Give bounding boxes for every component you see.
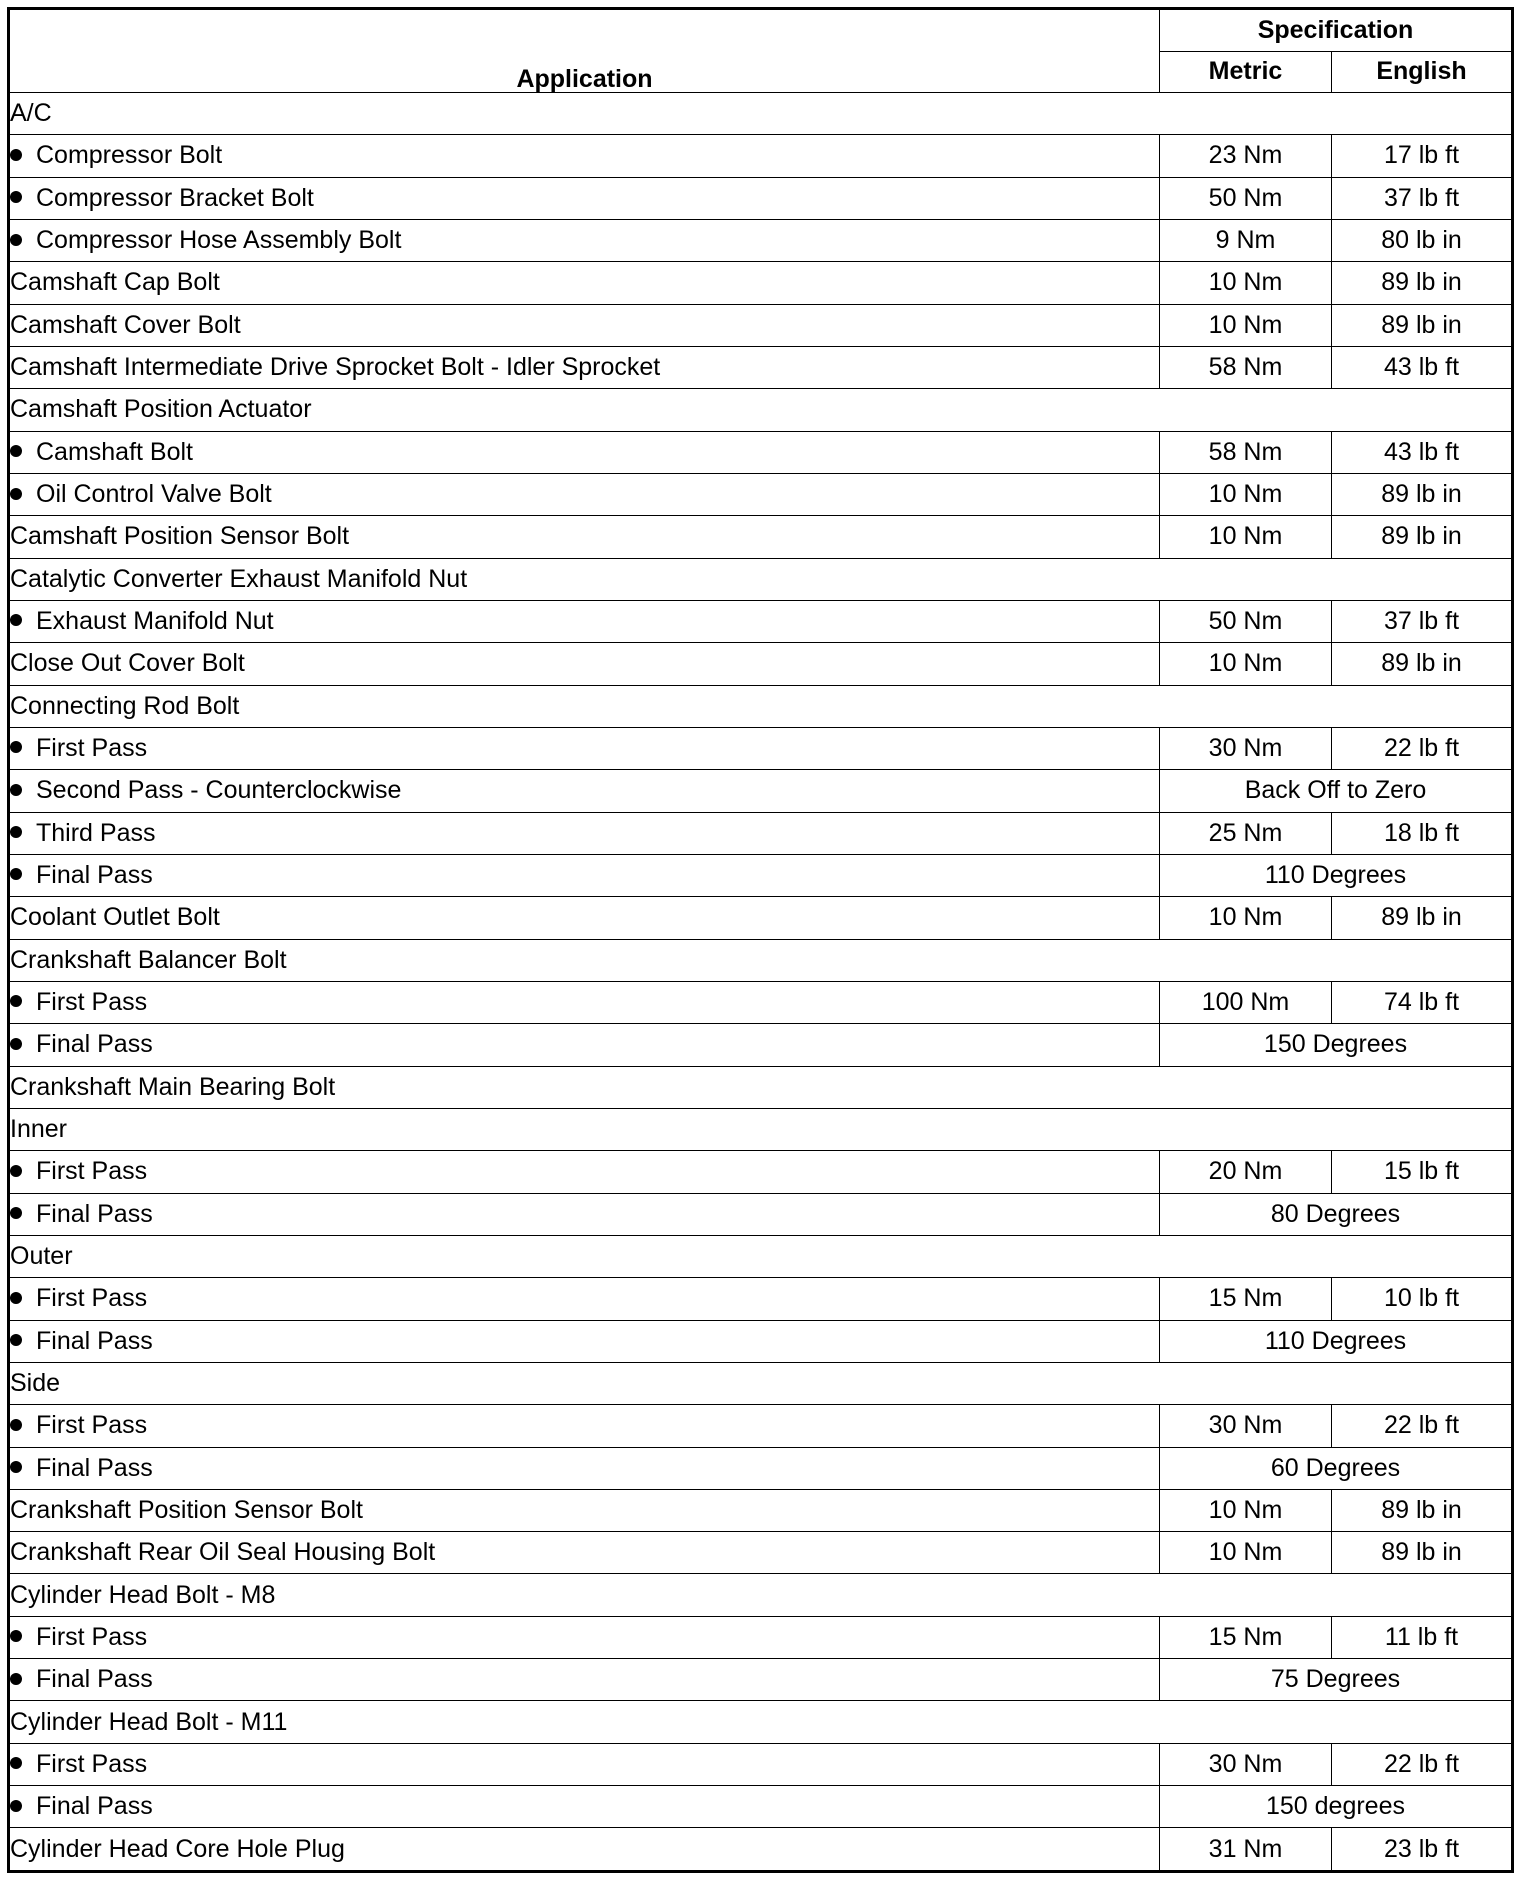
application-label: Exhaust Manifold Nut: [36, 607, 274, 636]
english-cell: 23 lb ft: [1332, 1828, 1513, 1872]
group-row: [9, 1701, 1513, 1743]
application-cell: [9, 939, 1513, 981]
application-label: Final Pass: [36, 861, 153, 890]
application-header: Application: [9, 9, 1160, 93]
application-cell: [9, 1828, 1160, 1872]
application-cell: [9, 1447, 1160, 1489]
metric-cell: 58 Nm: [1160, 346, 1332, 388]
bullet-icon: [10, 191, 22, 203]
application-label: Cylinder Head Bolt - M8: [10, 1580, 276, 1609]
table-row: [9, 1659, 1513, 1701]
table-row: [9, 1405, 1513, 1447]
table-row: [9, 516, 1513, 558]
table-row: [9, 177, 1513, 219]
metric-cell: 50 Nm: [1160, 600, 1332, 642]
english-cell: 89 lb in: [1332, 1489, 1513, 1531]
spec-span-cell: 150 Degrees: [1160, 1024, 1513, 1066]
english-cell: 22 lb ft: [1332, 1743, 1513, 1785]
application-cell: [9, 262, 1160, 304]
english-cell: 43 lb ft: [1332, 431, 1513, 473]
application-label: Camshaft Bolt: [36, 437, 194, 466]
application-cell: [9, 1532, 1160, 1574]
application-label: Crankshaft Rear Oil Seal Housing Bolt: [10, 1538, 436, 1567]
group-row: [9, 685, 1513, 727]
table-row: [9, 431, 1513, 473]
application-label: Third Pass: [36, 818, 156, 847]
application-label: First Pass: [36, 988, 148, 1017]
english-cell: 22 lb ft: [1332, 727, 1513, 769]
table-row: [9, 1743, 1513, 1785]
application-cell: [9, 516, 1160, 558]
metric-cell: 10 Nm: [1160, 473, 1332, 515]
application-label: Oil Control Valve Bolt: [36, 480, 272, 509]
application-cell: [9, 812, 1160, 854]
application-cell: [9, 304, 1160, 346]
application-label: Camshaft Position Sensor Bolt: [10, 522, 350, 551]
application-label: Final Pass: [36, 1453, 153, 1482]
table-row: [9, 727, 1513, 769]
application-label: Coolant Outlet Bolt: [10, 903, 220, 932]
application-label: Camshaft Cover Bolt: [10, 310, 241, 339]
application-label: Final Pass: [36, 1030, 153, 1059]
application-label: Second Pass - Counterclockwise: [36, 776, 402, 805]
application-cell: [9, 346, 1160, 388]
application-label: Cylinder Head Core Hole Plug: [10, 1834, 345, 1863]
group-row: [9, 939, 1513, 981]
table-row: [9, 897, 1513, 939]
english-cell: 22 lb ft: [1332, 1405, 1513, 1447]
specification-header: Specification: [1160, 9, 1513, 52]
spec-span-cell: 110 Degrees: [1160, 1320, 1513, 1362]
application-label: Close Out Cover Bolt: [10, 649, 245, 678]
application-cell: [9, 135, 1160, 177]
bullet-icon: [10, 1038, 22, 1050]
application-label: Crankshaft Main Bearing Bolt: [10, 1072, 336, 1101]
application-label: Camshaft Intermediate Drive Sprocket Bolt - Idler Sprocket: [10, 353, 661, 382]
table-row: [9, 473, 1513, 515]
english-cell: 89 lb in: [1332, 516, 1513, 558]
table-row: [9, 1489, 1513, 1531]
application-label: Compressor Bolt: [36, 141, 223, 170]
application-cell: [9, 1362, 1513, 1404]
application-label: Compressor Bracket Bolt: [36, 183, 314, 212]
application-label: Side: [10, 1369, 61, 1397]
table-row: [9, 812, 1513, 854]
bullet-icon: [10, 741, 22, 753]
application-cell: [9, 1405, 1160, 1447]
application-label: First Pass: [36, 1157, 148, 1186]
application-cell: [9, 685, 1513, 727]
spec-span-cell: 110 Degrees: [1160, 854, 1513, 896]
torque-spec-table: [7, 7, 1514, 1873]
application-label: First Pass: [36, 1749, 148, 1778]
application-label: Cylinder Head Bolt - M11: [10, 1707, 288, 1736]
english-cell: 80 lb in: [1332, 219, 1513, 261]
group-row: [9, 1235, 1513, 1277]
spec-span-cell: 150 degrees: [1160, 1786, 1513, 1828]
metric-cell: 25 Nm: [1160, 812, 1332, 854]
table-row: [9, 1320, 1513, 1362]
bullet-icon: [10, 1165, 22, 1177]
table-row: [9, 1193, 1513, 1235]
bullet-icon: [10, 234, 22, 246]
metric-cell: 10 Nm: [1160, 897, 1332, 939]
application-cell: [9, 1616, 1160, 1658]
application-cell: [9, 727, 1160, 769]
application-label: Outer: [10, 1242, 73, 1271]
metric-cell: 10 Nm: [1160, 262, 1332, 304]
english-cell: 17 lb ft: [1332, 135, 1513, 177]
bullet-icon: [10, 1800, 22, 1812]
bullet-icon: [10, 488, 22, 500]
table-row: [9, 600, 1513, 642]
table-row: [9, 346, 1513, 388]
group-row: [9, 1362, 1513, 1404]
application-cell: [9, 1574, 1513, 1616]
application-cell: [9, 1066, 1513, 1108]
table-row: [9, 1278, 1513, 1320]
application-label: Connecting Rod Bolt: [10, 691, 240, 720]
application-cell: [9, 473, 1160, 515]
application-label: Final Pass: [36, 1665, 153, 1694]
group-row: [9, 1574, 1513, 1616]
english-cell: 89 lb in: [1332, 643, 1513, 685]
application-label: Inner: [10, 1115, 67, 1144]
application-cell: [9, 1235, 1513, 1277]
english-cell: 89 lb in: [1332, 473, 1513, 515]
application-cell: [9, 177, 1160, 219]
bullet-icon: [10, 784, 22, 796]
english-cell: 10 lb ft: [1332, 1278, 1513, 1320]
english-cell: 89 lb in: [1332, 1532, 1513, 1574]
metric-cell: 50 Nm: [1160, 177, 1332, 219]
application-label: First Pass: [36, 734, 148, 763]
spec-span-cell: Back Off to Zero: [1160, 770, 1513, 812]
table-row: [9, 1447, 1513, 1489]
spec-span-cell: 60 Degrees: [1160, 1447, 1513, 1489]
metric-cell: 30 Nm: [1160, 1405, 1332, 1447]
bullet-icon: [10, 1334, 22, 1346]
application-label: First Pass: [36, 1284, 148, 1313]
application-cell: [9, 1193, 1160, 1235]
table-row: [9, 770, 1513, 812]
english-cell: 11 lb ft: [1332, 1616, 1513, 1658]
group-row: [9, 558, 1513, 600]
group-row: [9, 93, 1513, 135]
spec-span-cell: 75 Degrees: [1160, 1659, 1513, 1701]
metric-cell: 30 Nm: [1160, 727, 1332, 769]
table-row: [9, 1024, 1513, 1066]
table-row: [9, 981, 1513, 1023]
application-cell: [9, 1489, 1160, 1531]
application-cell: [9, 1786, 1160, 1828]
application-cell: [9, 854, 1160, 896]
table-header: [9, 9, 1513, 93]
application-label: Final Pass: [36, 1326, 153, 1355]
table-row: [9, 304, 1513, 346]
table-row: [9, 1616, 1513, 1658]
english-cell: 18 lb ft: [1332, 812, 1513, 854]
application-cell: [9, 93, 1513, 135]
application-cell: [9, 643, 1160, 685]
metric-cell: 20 Nm: [1160, 1151, 1332, 1193]
bullet-icon: [10, 1207, 22, 1219]
application-cell: [9, 981, 1160, 1023]
table-row: [9, 262, 1513, 304]
application-cell: [9, 219, 1160, 261]
application-label: Camshaft Cap Bolt: [10, 268, 220, 297]
bullet-icon: [10, 1461, 22, 1473]
metric-cell: 10 Nm: [1160, 516, 1332, 558]
metric-cell: 10 Nm: [1160, 1532, 1332, 1574]
bullet-icon: [10, 1292, 22, 1304]
metric-cell: 9 Nm: [1160, 219, 1332, 261]
bullet-icon: [10, 614, 22, 626]
table-row: [9, 135, 1513, 177]
header-row-1: [9, 9, 1513, 52]
table-row: [9, 1786, 1513, 1828]
bullet-icon: [10, 995, 22, 1007]
table-row: [9, 219, 1513, 261]
group-row: [9, 1108, 1513, 1150]
metric-cell: 10 Nm: [1160, 1489, 1332, 1531]
metric-cell: 15 Nm: [1160, 1616, 1332, 1658]
english-cell: 37 lb ft: [1332, 177, 1513, 219]
english-cell: 43 lb ft: [1332, 346, 1513, 388]
application-label: Compressor Hose Assembly Bolt: [36, 226, 402, 255]
english-header: English: [1332, 51, 1513, 93]
english-cell: 15 lb ft: [1332, 1151, 1513, 1193]
application-cell: [9, 1659, 1160, 1701]
table-row: [9, 643, 1513, 685]
application-cell: [9, 431, 1160, 473]
metric-cell: 100 Nm: [1160, 981, 1332, 1023]
bullet-icon: [10, 826, 22, 838]
application-cell: [9, 1743, 1160, 1785]
application-label: Final Pass: [36, 1199, 153, 1228]
table-row: [9, 1828, 1513, 1872]
application-label: First Pass: [36, 1622, 148, 1651]
application-cell: [9, 897, 1160, 939]
bullet-icon: [10, 1673, 22, 1685]
application-cell: [9, 770, 1160, 812]
table-row: [9, 854, 1513, 896]
bullet-icon: [10, 1757, 22, 1769]
bullet-icon: [10, 1630, 22, 1642]
english-cell: 89 lb in: [1332, 304, 1513, 346]
metric-header: Metric: [1160, 51, 1332, 93]
english-cell: 89 lb in: [1332, 897, 1513, 939]
english-cell: 37 lb ft: [1332, 600, 1513, 642]
application-cell: [9, 1151, 1160, 1193]
metric-cell: 23 Nm: [1160, 135, 1332, 177]
metric-cell: 10 Nm: [1160, 304, 1332, 346]
application-label: First Pass: [36, 1411, 148, 1440]
metric-cell: 10 Nm: [1160, 643, 1332, 685]
application-cell: [9, 1278, 1160, 1320]
group-row: [9, 389, 1513, 431]
application-cell: [9, 1320, 1160, 1362]
group-row: [9, 1066, 1513, 1108]
application-cell: [9, 1024, 1160, 1066]
bullet-icon: [10, 1419, 22, 1431]
application-cell: [9, 600, 1160, 642]
english-cell: 74 lb ft: [1332, 981, 1513, 1023]
application-cell: [9, 1701, 1513, 1743]
bullet-icon: [10, 868, 22, 880]
application-cell: [9, 1108, 1513, 1150]
metric-cell: 15 Nm: [1160, 1278, 1332, 1320]
metric-cell: 31 Nm: [1160, 1828, 1332, 1872]
application-label: Crankshaft Balancer Bolt: [10, 945, 287, 974]
metric-cell: 58 Nm: [1160, 431, 1332, 473]
application-cell: [9, 389, 1513, 431]
table-row: [9, 1151, 1513, 1193]
application-label: Crankshaft Position Sensor Bolt: [10, 1495, 363, 1524]
table-row: [9, 1532, 1513, 1574]
spec-span-cell: 80 Degrees: [1160, 1193, 1513, 1235]
application-label: A/C: [10, 99, 52, 128]
bullet-icon: [10, 149, 22, 161]
english-cell: 89 lb in: [1332, 262, 1513, 304]
metric-cell: 30 Nm: [1160, 1743, 1332, 1785]
table-body: [9, 93, 1513, 1872]
bullet-icon: [10, 445, 22, 457]
application-cell: [9, 558, 1513, 600]
application-label: Camshaft Position Actuator: [10, 395, 312, 424]
application-label: Catalytic Converter Exhaust Manifold Nut: [10, 564, 468, 593]
application-label: Final Pass: [36, 1792, 153, 1821]
